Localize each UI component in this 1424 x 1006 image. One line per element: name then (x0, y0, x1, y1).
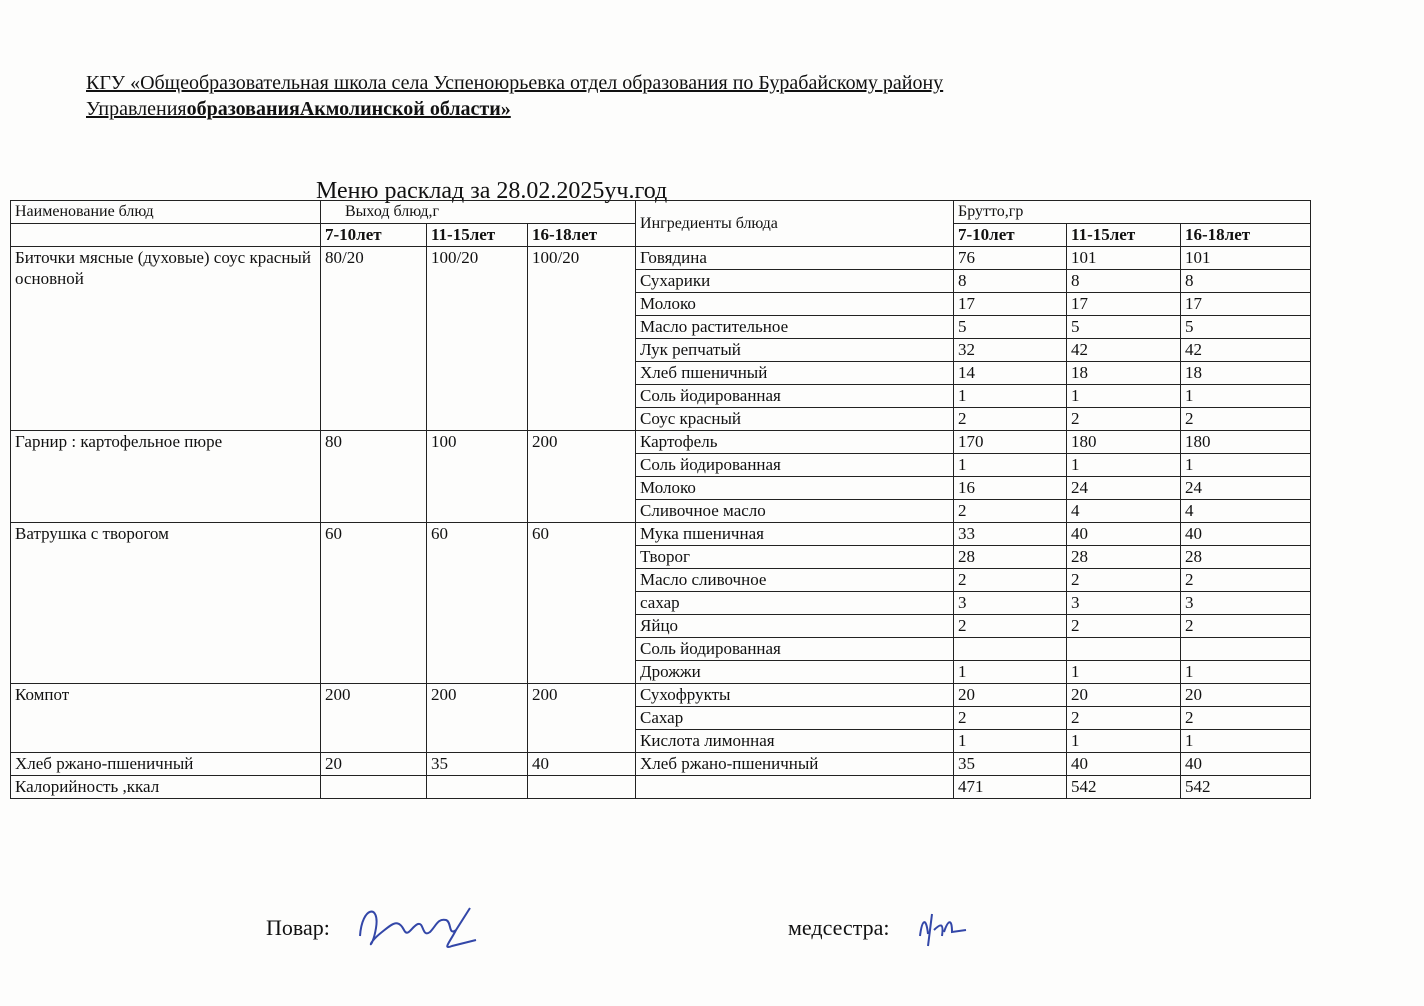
brutto-value: 40 (1067, 753, 1181, 776)
brutto-value: 24 (1067, 477, 1181, 500)
brutto-value: 40 (1067, 523, 1181, 546)
brutto-value: 35 (954, 753, 1067, 776)
brutto-value: 20 (1181, 684, 1311, 707)
brutto-value (1181, 638, 1311, 661)
calories-empty-cell (636, 776, 954, 799)
brutto-value: 20 (1067, 684, 1181, 707)
brutto-value: 33 (954, 523, 1067, 546)
header-brutto-age2: 11-15лет (1067, 224, 1181, 247)
header-out-age1: 7-10лет (321, 224, 427, 247)
ingredient-name: Сухофрукты (636, 684, 954, 707)
brutto-value: 2 (954, 707, 1067, 730)
header-line-2-prefix: Управления (86, 98, 187, 120)
brutto-value: 5 (954, 316, 1067, 339)
brutto-value: 3 (954, 592, 1067, 615)
brutto-value: 8 (1181, 270, 1311, 293)
nurse-signature-icon (912, 906, 972, 952)
calories-value: 471 (954, 776, 1067, 799)
brutto-value: 4 (1181, 500, 1311, 523)
header-row-1 (11, 201, 1311, 224)
brutto-value: 1 (1181, 385, 1311, 408)
brutto-value: 3 (1067, 592, 1181, 615)
ingredient-name: Сливочное масло (636, 500, 954, 523)
calories-label: Калорийность ,ккал (11, 776, 321, 799)
ingredient-name: Соль йодированная (636, 454, 954, 477)
ingredient-name: Кислота лимонная (636, 730, 954, 753)
dish-name: Гарнир : картофельное пюре (11, 431, 321, 523)
brutto-value: 180 (1181, 431, 1311, 454)
header-line-2-bold: образованияАкмолинской области» (186, 98, 511, 120)
ingredient-name: Сахар (636, 707, 954, 730)
organization-header (86, 70, 1236, 122)
brutto-value: 4 (1067, 500, 1181, 523)
ingredient-name: сахар (636, 592, 954, 615)
brutto-value: 1 (1067, 730, 1181, 753)
brutto-value: 3 (1181, 592, 1311, 615)
brutto-value: 1 (1181, 730, 1311, 753)
header-out-age3: 16-18лет (528, 224, 636, 247)
brutto-value: 16 (954, 477, 1067, 500)
brutto-value: 40 (1181, 753, 1311, 776)
cook-label: Повар: (266, 915, 330, 940)
ingredient-name: Яйцо (636, 615, 954, 638)
dish-output-value: 20 (321, 753, 427, 776)
cook-signature-icon (352, 896, 482, 956)
brutto-value: 1 (954, 730, 1067, 753)
ingredient-name: Молоко (636, 293, 954, 316)
dish-output-value: 40 (528, 753, 636, 776)
menu-table-body (11, 201, 1311, 799)
ingredient-name: Масло растительное (636, 316, 954, 339)
brutto-value: 1 (954, 385, 1067, 408)
table-row (11, 247, 1311, 270)
ingredient-name: Сухарики (636, 270, 954, 293)
brutto-value: 18 (1181, 362, 1311, 385)
brutto-value: 5 (1181, 316, 1311, 339)
dish-name: Ватрушка с творогом (11, 523, 321, 684)
brutto-value: 24 (1181, 477, 1311, 500)
header-blank (11, 224, 321, 247)
brutto-value: 1 (1067, 661, 1181, 684)
header-output: Выход блюд,г (321, 201, 636, 224)
header-ingredients: Ингредиенты блюда (636, 201, 954, 247)
brutto-value: 2 (1067, 569, 1181, 592)
calories-value: 542 (1067, 776, 1181, 799)
header-brutto: Брутто,гр (954, 201, 1311, 224)
brutto-value: 1 (954, 661, 1067, 684)
dish-output-value: 200 (427, 684, 528, 753)
brutto-value: 170 (954, 431, 1067, 454)
dish-output-value: 60 (427, 523, 528, 684)
brutto-value: 2 (954, 500, 1067, 523)
dish-output-value: 80/20 (321, 247, 427, 431)
dish-output-value: 200 (528, 684, 636, 753)
brutto-value: 2 (954, 569, 1067, 592)
dish-name: Биточки мясные (духовые) соус красный основной (11, 247, 321, 431)
brutto-value: 28 (1181, 546, 1311, 569)
dish-output-value: 80 (321, 431, 427, 523)
nurse-label: медсестра: (788, 915, 890, 940)
brutto-value: 180 (1067, 431, 1181, 454)
brutto-value: 8 (1067, 270, 1181, 293)
ingredient-name: Картофель (636, 431, 954, 454)
table-row (11, 684, 1311, 707)
header-line-2 (86, 96, 1236, 122)
table-row (11, 753, 1311, 776)
ingredient-name: Мука пшеничная (636, 523, 954, 546)
calories-value: 542 (1181, 776, 1311, 799)
brutto-value: 2 (1181, 615, 1311, 638)
ingredient-name: Хлеб пшеничный (636, 362, 954, 385)
ingredient-name: Лук репчатый (636, 339, 954, 362)
brutto-value: 18 (1067, 362, 1181, 385)
calories-empty-cell (321, 776, 427, 799)
dish-name: Компот (11, 684, 321, 753)
ingredient-name: Хлеб ржано-пшеничный (636, 753, 954, 776)
brutto-value: 1 (1067, 385, 1181, 408)
header-dish: Наименование блюд (11, 201, 321, 224)
brutto-value: 40 (1181, 523, 1311, 546)
brutto-value: 1 (1181, 661, 1311, 684)
ingredient-name: Творог (636, 546, 954, 569)
calories-empty-cell (528, 776, 636, 799)
brutto-value: 1 (954, 454, 1067, 477)
brutto-value: 14 (954, 362, 1067, 385)
brutto-value: 17 (1067, 293, 1181, 316)
brutto-value: 2 (1067, 707, 1181, 730)
dish-output-value: 35 (427, 753, 528, 776)
dish-output-value: 100/20 (427, 247, 528, 431)
brutto-value: 8 (954, 270, 1067, 293)
brutto-value: 1 (1067, 454, 1181, 477)
ingredient-name: Соль йодированная (636, 638, 954, 661)
brutto-value: 101 (1181, 247, 1311, 270)
dish-output-value: 200 (321, 684, 427, 753)
header-brutto-age1: 7-10лет (954, 224, 1067, 247)
brutto-value: 17 (1181, 293, 1311, 316)
dish-name: Хлеб ржано-пшеничный (11, 753, 321, 776)
table-row (11, 431, 1311, 454)
brutto-value: 5 (1067, 316, 1181, 339)
page-title: Меню расклад за 28.02.2025уч.год (316, 178, 668, 204)
brutto-value: 2 (954, 615, 1067, 638)
menu-table (10, 200, 1311, 799)
brutto-value: 20 (954, 684, 1067, 707)
brutto-value: 2 (1181, 707, 1311, 730)
ingredient-name: Молоко (636, 477, 954, 500)
brutto-value: 2 (1181, 569, 1311, 592)
brutto-value: 2 (954, 408, 1067, 431)
brutto-value: 2 (1181, 408, 1311, 431)
ingredient-name: Масло сливочное (636, 569, 954, 592)
ingredient-name: Соль йодированная (636, 385, 954, 408)
brutto-value: 2 (1067, 615, 1181, 638)
brutto-value: 101 (1067, 247, 1181, 270)
header-out-age2: 11-15лет (427, 224, 528, 247)
brutto-value: 17 (954, 293, 1067, 316)
brutto-value: 1 (1181, 454, 1311, 477)
header-line-1: КГУ «Общеобразовательная школа села Успеноюрьевка отдел образования по Бурабайскому району (86, 72, 944, 94)
dish-output-value: 60 (321, 523, 427, 684)
brutto-value: 28 (1067, 546, 1181, 569)
calories-row (11, 776, 1311, 799)
brutto-value (1067, 638, 1181, 661)
brutto-value (954, 638, 1067, 661)
ingredient-name: Соус красный (636, 408, 954, 431)
table-row (11, 523, 1311, 546)
brutto-value: 28 (954, 546, 1067, 569)
dish-output-value: 100 (427, 431, 528, 523)
ingredient-name: Говядина (636, 247, 954, 270)
dish-output-value: 60 (528, 523, 636, 684)
dish-output-value: 200 (528, 431, 636, 523)
brutto-value: 2 (1067, 408, 1181, 431)
brutto-value: 42 (1181, 339, 1311, 362)
calories-empty-cell (427, 776, 528, 799)
brutto-value: 76 (954, 247, 1067, 270)
ingredient-name: Дрожжи (636, 661, 954, 684)
brutto-value: 42 (1067, 339, 1181, 362)
dish-output-value: 100/20 (528, 247, 636, 431)
header-brutto-age3: 16-18лет (1181, 224, 1311, 247)
brutto-value: 32 (954, 339, 1067, 362)
